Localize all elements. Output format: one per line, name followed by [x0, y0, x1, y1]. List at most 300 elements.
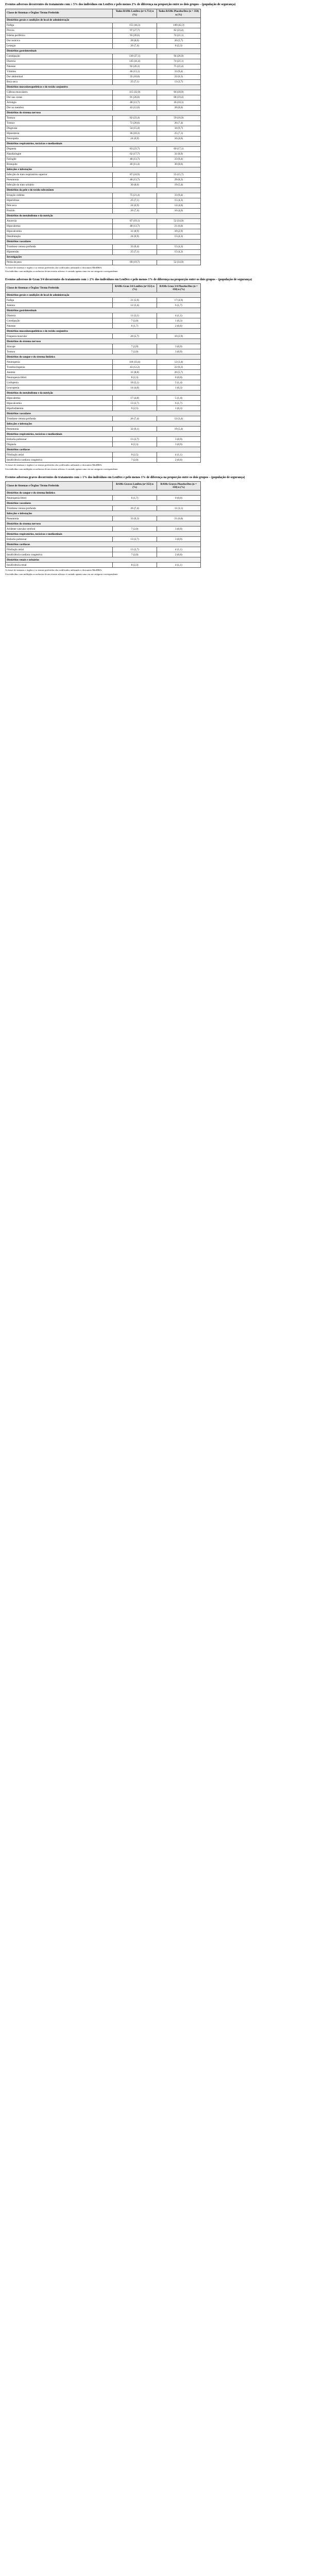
term-cell: Letargia	[6, 43, 113, 48]
value-cell: 3 (0,9)	[157, 437, 200, 442]
value-cell: 6 (1,7)	[157, 401, 200, 406]
table-row	[6, 146, 201, 151]
term-cell: Neutropenia febril	[6, 375, 113, 380]
value-cell: 3 (0,9)	[157, 344, 200, 349]
table-footnote: A classe de sistemas e órgãos e os termos preferidos são codificados utilizando o dicionário MedDRA.	[5, 266, 102, 269]
table-row	[6, 334, 201, 339]
table-row	[6, 162, 201, 167]
value-cell: 25 (7,1)	[113, 249, 157, 255]
term-cell: Hipocalcemia	[6, 229, 113, 234]
term-cell: Infecção do trato respiratório superior	[6, 172, 113, 177]
value-cell: 21 (6,0)	[157, 516, 200, 521]
table-footnote: Um indivíduo com múltiplas ocorrências de um evento adverso é contado apenas uma vez na categoria correspondente.	[5, 468, 118, 471]
value-cell: 33 (9,4)	[157, 193, 200, 198]
table-row	[6, 182, 201, 188]
table-row	[6, 563, 201, 568]
table-row	[6, 38, 201, 43]
table-row	[6, 172, 201, 177]
table-row	[6, 385, 201, 391]
value-cell: 8 (2,3)	[113, 563, 157, 568]
value-cell: 26 (7,4)	[113, 208, 157, 213]
value-cell: 15 (4,3)	[157, 234, 200, 239]
term-cell: Pneumonia	[6, 516, 113, 521]
term-cell: Linfopenia	[6, 380, 113, 385]
value-cell: 4 (1,1)	[157, 313, 200, 318]
value-cell: 20 (5,7)	[157, 370, 200, 375]
term-cell: Dor no membro	[6, 105, 113, 110]
value-cell: 28 (8,0)	[113, 38, 157, 43]
section-label: Distúrbios musculoesqueléticos e do tecido conjuntivo	[6, 329, 201, 334]
section-label: Distúrbios do sistema nervoso	[6, 110, 201, 115]
term-cell: Hipoestesia	[6, 131, 113, 136]
table-section-row	[6, 167, 201, 172]
column-header: Todos RAMs LenDex (n=1.751) n (%)	[113, 9, 157, 18]
value-cell: 13 (3,7)	[113, 401, 157, 406]
table-section-row	[6, 308, 201, 313]
value-cell: 82 (23,4)	[157, 28, 200, 33]
table-row	[6, 324, 201, 329]
value-cell: 145 (41,4)	[113, 59, 157, 64]
term-cell: Insuficiência cardíaca congestiva	[6, 552, 113, 557]
table-row	[6, 244, 201, 249]
section-label: Distúrbios gastrintestinais	[6, 308, 201, 313]
value-cell: 14 (4,0)	[113, 385, 157, 391]
value-cell: 48 (13,7)	[113, 157, 157, 162]
term-cell: Fibrilação atrial	[6, 547, 113, 552]
value-cell: 48 (13,7)	[113, 224, 157, 229]
value-cell: 8 (2,3)	[113, 375, 157, 380]
value-cell: 40 (11,4)	[113, 162, 157, 167]
column-header: Classe de Sistemas e Órgãos/ Termo Preferido	[6, 284, 113, 293]
table-row	[6, 547, 201, 552]
term-cell: Neuropatia	[6, 136, 113, 141]
term-cell: Disgeusia	[6, 126, 113, 131]
value-cell: 82 (23,4)	[113, 115, 157, 121]
value-cell: 75 (21,4)	[113, 193, 157, 198]
column-header: Classe de Sistemas e Órgãos/ Termo Preferido	[6, 482, 113, 490]
table-row	[6, 506, 201, 511]
term-cell: Tontura	[6, 349, 113, 354]
value-cell: 7 (2,0)	[113, 527, 157, 532]
table-row	[6, 79, 201, 84]
table-section-row	[6, 110, 201, 115]
term-cell: Hipocalemia	[6, 224, 113, 229]
table-row	[6, 516, 201, 521]
term-cell: Náuseas	[6, 324, 113, 329]
value-cell: 7 (2,0)	[113, 552, 157, 557]
value-cell: 26 (7,4)	[113, 416, 157, 421]
table-section-row	[6, 501, 201, 506]
section-label: Distúrbios renais e urinários	[6, 557, 201, 563]
term-cell: Pneumonia	[6, 427, 113, 432]
value-cell: 5 (1,4)	[157, 380, 200, 385]
value-cell: 92 (26,3)	[113, 64, 157, 69]
table-section-row	[6, 421, 201, 427]
section-label: Distúrbios vasculares	[6, 501, 201, 506]
table-section-row	[6, 188, 201, 193]
value-cell: 12 (3,4)	[157, 360, 200, 365]
value-cell: 19 (5,4)	[157, 182, 200, 188]
table-body	[6, 490, 201, 568]
table-section-row	[6, 329, 201, 334]
table-row	[6, 105, 201, 110]
table-row	[6, 203, 201, 208]
value-cell: 155 (44,3)	[113, 23, 157, 28]
term-cell: Diarreia	[6, 313, 113, 318]
table-row	[6, 43, 201, 48]
value-cell: 0 (0,0)	[157, 496, 200, 501]
table-body	[6, 18, 201, 265]
table-row	[6, 365, 201, 370]
table-section-row	[6, 48, 201, 54]
term-cell: Pirexia	[6, 28, 113, 33]
value-cell: 83 (23,7)	[113, 146, 157, 151]
value-cell: 1 (0,3)	[157, 385, 200, 391]
value-cell: 62 (17,7)	[113, 151, 157, 157]
table-footnote: A classe de sistemas e órgãos e os termos preferidos são codificados utilizando o dicionário MedDRA.	[5, 464, 102, 467]
value-cell: 25 (7,1)	[113, 198, 157, 203]
value-cell: 148 (42,3)	[157, 23, 200, 28]
table-row	[6, 54, 201, 59]
value-cell: 72 (20,6)	[113, 121, 157, 126]
value-cell: 16 (4,6)	[157, 136, 200, 141]
value-cell: 34 (9,7)	[157, 126, 200, 131]
table-row	[6, 121, 201, 126]
value-cell: 24 (6,9)	[113, 234, 157, 239]
table-row	[6, 380, 201, 385]
value-cell: 3 (0,9)	[157, 442, 200, 447]
term-cell: Fadiga	[6, 23, 113, 28]
value-cell: 13 (3,7)	[113, 547, 157, 552]
value-cell: 22 (6,3)	[157, 365, 200, 370]
term-cell: Fraqueza muscular	[6, 334, 113, 339]
table-row	[6, 208, 201, 213]
table-row	[6, 95, 201, 100]
table-row	[6, 33, 201, 38]
value-cell: 130 (37,1)	[113, 54, 157, 59]
term-cell: Cãibras musculares	[6, 90, 113, 95]
table-row	[6, 457, 201, 463]
table-row	[6, 552, 201, 557]
value-cell: 28 (8,0)	[157, 105, 200, 110]
table-section-row	[6, 411, 201, 416]
table-row	[6, 318, 201, 324]
term-cell: Neutropenia	[6, 360, 113, 365]
term-cell: Leucopenia	[6, 385, 113, 391]
value-cell: 93 (26,6)	[113, 33, 157, 38]
table-row	[6, 64, 201, 69]
value-cell: 91 (26,0)	[113, 95, 157, 100]
value-cell: 24 (6,9)	[113, 203, 157, 208]
value-cell: 6 (1,7)	[113, 496, 157, 501]
table-row	[6, 396, 201, 401]
table-row	[6, 59, 201, 64]
value-cell: 2 (0,6)	[157, 552, 200, 557]
value-cell: 15 (4,3)	[157, 249, 200, 255]
section-label: Distúrbios respiratórios, torácicos e mediastinais	[6, 141, 201, 146]
term-cell: Bronquite	[6, 162, 113, 167]
column-header: Classe de Sistemas e Órgãos/ Termo Preferido	[6, 9, 113, 18]
section-label: Distúrbios do sistema nervoso	[6, 339, 201, 344]
value-cell: 10 (2,9)	[157, 229, 200, 234]
term-cell: Embolia pulmonar	[6, 537, 113, 542]
value-cell: 8 (2,3)	[113, 442, 157, 447]
term-cell: Trombose venosa profunda	[6, 244, 113, 249]
value-cell: 11 (3,1)	[157, 506, 200, 511]
table-row	[6, 401, 201, 406]
term-cell: Tremor	[6, 121, 113, 126]
table-row	[6, 229, 201, 234]
table-row	[6, 344, 201, 349]
value-cell: 52 (14,9)	[157, 218, 200, 224]
table-row	[6, 313, 201, 318]
value-cell: 13 (3,7)	[113, 437, 157, 442]
value-cell: 21 (5,9)	[113, 298, 157, 303]
table-row	[6, 427, 201, 432]
section-label: Distúrbios do metabolismo e da nutrição	[6, 391, 201, 396]
value-cell: 7 (2,0)	[113, 349, 157, 354]
term-cell: Nasofaringite	[6, 151, 113, 157]
term-cell: Fibrilação atrial	[6, 452, 113, 457]
table-section-row	[6, 339, 201, 344]
term-cell: Hipotensão	[6, 249, 113, 255]
value-cell: 87 (24,9)	[113, 172, 157, 177]
value-cell: 3 (0,9)	[157, 349, 200, 354]
value-cell: 3 (0,9)	[157, 537, 200, 542]
table-section-row	[6, 532, 201, 537]
column-header: RAMs Grau 3/4 Placebo/Dex (n = 350) n (%)	[157, 284, 200, 293]
value-cell: 8 (2,3)	[157, 43, 200, 48]
table-row	[6, 23, 201, 28]
table-caption: Eventos adversos de Grau 3/4 decorrentes do tratamento com ≥ 2% dos indivíduos em LenDex e pelo menos 1% de diferença na proporção entre os dois grupos – (população de segurança)	[5, 278, 252, 281]
table-footnote: Um indivíduo com múltiplas ocorrências de um evento adverso é contado apenas uma vez na categoria correspondente.	[5, 270, 118, 273]
term-cell: Hipocalcemia	[6, 401, 113, 406]
table-row	[6, 126, 201, 131]
table-row	[6, 452, 201, 457]
value-cell: 55 (15,7)	[157, 172, 200, 177]
table-row	[6, 177, 201, 182]
table-row	[6, 193, 201, 198]
value-cell: 48 (13,7)	[113, 100, 157, 105]
value-cell: 30 (8,6)	[157, 162, 200, 167]
section-label: Distúrbios musculoesqueléticos e do tecido conjuntivo	[6, 84, 201, 90]
term-cell: Edema periférico	[6, 33, 113, 38]
term-cell: Insuficiência cardíaca congestiva	[6, 457, 113, 463]
table-row	[6, 249, 201, 255]
value-cell: 6 (1,7)	[157, 303, 200, 308]
value-cell: 1 (0,3)	[157, 318, 200, 324]
value-cell: 118 (33,4)	[113, 360, 157, 365]
term-cell: Hipocalemia	[6, 396, 113, 401]
value-cell: 60 (17,1)	[157, 146, 200, 151]
term-cell: Embolia pulmonar	[6, 437, 113, 442]
value-cell: 4 (1,1)	[157, 452, 200, 457]
term-cell: Tontura	[6, 115, 113, 121]
table-footnote: Um indivíduo com múltiplas ocorrências de um evento adverso é contado apenas uma vez na categoria correspondente.	[5, 573, 118, 576]
table-section-row	[6, 447, 201, 452]
table-section-row	[6, 213, 201, 218]
table-row	[6, 527, 201, 532]
value-cell: 15 (4,3)	[157, 244, 200, 249]
table-row	[6, 496, 201, 501]
table-section-row	[6, 557, 201, 563]
value-cell: 19 (5,4)	[157, 427, 200, 432]
value-cell: 31 (8,9)	[157, 151, 200, 157]
term-cell: Neutropenia febril	[6, 496, 113, 501]
value-cell: 29 (8,3)	[157, 177, 200, 182]
table-row	[6, 90, 201, 95]
value-cell: 52 (14,9)	[157, 260, 200, 265]
value-cell: 4 (1,1)	[157, 563, 200, 568]
table-caption: Eventos adversos decorrentes do tratamento com ≥ 5% dos indivíduos em LenDex e pelo menos 2% de diferença na proporção entre os dois grupos – (população de segurança)	[5, 3, 236, 6]
value-cell: 1 (0,3)	[157, 406, 200, 411]
term-cell: Dispneia	[6, 442, 113, 447]
value-cell: 31 (8,8)	[113, 370, 157, 375]
section-label: Distúrbios gerais e condições de local de administração	[6, 293, 201, 298]
value-cell: 12 (3,4)	[113, 303, 157, 308]
section-label: Distúrbios do sistema nervoso	[6, 521, 201, 527]
value-cell: 33 (9,3)	[113, 516, 157, 521]
table-row	[6, 298, 201, 303]
table-row	[6, 360, 201, 365]
table-row	[6, 131, 201, 136]
table-row	[6, 375, 201, 380]
value-cell: 24 (6,9)	[113, 136, 157, 141]
value-cell: 7 (2,0)	[113, 318, 157, 324]
term-cell: Anemia	[6, 370, 113, 375]
table-row	[6, 437, 201, 442]
value-cell: 74 (21,1)	[157, 33, 200, 38]
section-label: Distúrbios cardíacos	[6, 447, 201, 452]
table-body	[6, 293, 201, 463]
value-cell: 3 (0,9)	[157, 527, 200, 532]
column-header: RAMs Grau 3/4 LenDex (n=353) n (%)	[113, 284, 157, 293]
table-row	[6, 406, 201, 411]
table-row	[6, 151, 201, 157]
value-cell: 33 (9,4)	[113, 244, 157, 249]
term-cell: Artralgia	[6, 100, 113, 105]
value-cell: 11 (3,1)	[113, 313, 157, 318]
value-cell: 21 (6,0)	[157, 224, 200, 229]
value-cell: 20 (5,7)	[157, 38, 200, 43]
value-cell: 59 (16,9)	[157, 115, 200, 121]
term-cell: Trombose venosa profunda	[6, 506, 113, 511]
term-cell: Astenia	[6, 303, 113, 308]
section-label: Distúrbios da pele e do tecido subcutâneo	[6, 188, 201, 193]
document-page	[0, 0, 309, 576]
table-row	[6, 136, 201, 141]
value-cell: 2 (0,6)	[157, 324, 200, 329]
term-cell: Pele seca	[6, 203, 113, 208]
term-cell: Insuficiência renal	[6, 563, 113, 568]
value-cell: 14 (4,0)	[157, 203, 200, 208]
column-header: RAMs Graves LenDex (n=353) n (%)	[113, 482, 157, 490]
value-cell: 4 (1,1)	[157, 547, 200, 552]
term-cell: Hipofosfatemia	[6, 406, 113, 411]
value-cell: 9 (2,5)	[113, 406, 157, 411]
grade-3-4-adverse-events-table	[5, 283, 201, 463]
value-cell: 33 (9,4)	[157, 157, 200, 162]
value-cell: 75 (21,4)	[157, 64, 200, 69]
term-cell: Síncope	[6, 344, 113, 349]
table-section-row	[6, 542, 201, 547]
table-section-row	[6, 490, 201, 496]
value-cell: 7 (2,0)	[113, 457, 157, 463]
term-cell: Acidente vascular cerebral	[6, 527, 113, 532]
term-cell: Vômitos	[6, 69, 113, 74]
value-cell: 0 (0,0)	[157, 375, 200, 380]
column-header: RAMs Graves Placebo/Dex (n = 350) n (%)	[157, 482, 200, 490]
table-row	[6, 218, 201, 224]
section-label: Infecções e infestações	[6, 167, 201, 172]
serious-adverse-events-table	[5, 481, 201, 568]
section-label: Distúrbios do sangue e do sistema linfático	[6, 490, 201, 496]
value-cell: 97 (27,7)	[113, 28, 157, 33]
value-cell: 6 (1,7)	[113, 324, 157, 329]
table-row	[6, 370, 201, 375]
value-cell: 12 (3,4)	[157, 416, 200, 421]
value-cell: 115 (32,9)	[113, 90, 157, 95]
value-cell: 25 (7,1)	[113, 79, 157, 84]
table-row	[6, 198, 201, 203]
table-caption: Eventos adversos graves decorrentes do tratamento com ≥ 1% dos indivíduos em LenDex e pelo menos 1% de diferença na proporção entre os dois grupos – (população de segurança)	[5, 476, 245, 479]
table-section-row	[6, 354, 201, 360]
term-cell: Constipação	[6, 318, 113, 324]
value-cell: 17 (4,9)	[157, 298, 200, 303]
term-cell: Diarreia	[6, 59, 113, 64]
table-row	[6, 224, 201, 229]
table-row	[6, 100, 201, 105]
value-cell: 46 (13,1)	[113, 69, 157, 74]
value-cell: 13 (3,7)	[157, 79, 200, 84]
table-row	[6, 234, 201, 239]
table-row	[6, 349, 201, 354]
value-cell: 69 (19,7)	[113, 260, 157, 265]
section-label: Infecções e infestações	[6, 511, 201, 516]
term-cell: Anorexia	[6, 218, 113, 224]
value-cell: 16 (4,6)	[157, 208, 200, 213]
value-cell: 9 (2,5)	[113, 452, 157, 457]
table-row	[6, 416, 201, 421]
value-cell: 20 (5,7)	[113, 334, 157, 339]
term-cell: Erupção cutânea	[6, 193, 113, 198]
value-cell: 13 (3,7)	[113, 537, 157, 542]
table-section-row	[6, 391, 201, 396]
value-cell: 10 (2,9)	[157, 334, 200, 339]
term-cell: Constipação	[6, 54, 113, 59]
section-label: Distúrbios do metabolismo e da nutrição	[6, 213, 201, 218]
table-row	[6, 157, 201, 162]
value-cell: 48 (13,7)	[113, 177, 157, 182]
value-cell: 33 (9,4)	[157, 69, 200, 74]
term-cell: Hiperidrose	[6, 198, 113, 203]
value-cell: 7 (2,0)	[113, 344, 157, 349]
section-label: Distúrbios do sangue e do sistema linfático	[6, 354, 201, 360]
term-cell: Pneumonia	[6, 177, 113, 182]
table-section-row	[6, 239, 201, 244]
table-section-row	[6, 511, 201, 516]
table-section-row	[6, 255, 201, 260]
table-footnote: A classe de sistemas e órgãos e os termos preferidos são codificados utilizando o dicionário MedDRA.	[5, 569, 102, 572]
value-cell: 94 (26,9)	[157, 54, 200, 59]
term-cell: Perda de peso	[6, 260, 113, 265]
value-cell: 22 (6,3)	[157, 74, 200, 79]
value-cell: 5 (1,4)	[157, 396, 200, 401]
section-label: Distúrbios respiratórios, torácicos e mediastinais	[6, 432, 201, 437]
value-cell: 68 (19,4)	[157, 95, 200, 100]
term-cell: Dor nas costas	[6, 95, 113, 100]
term-cell: Dor abdominal	[6, 74, 113, 79]
